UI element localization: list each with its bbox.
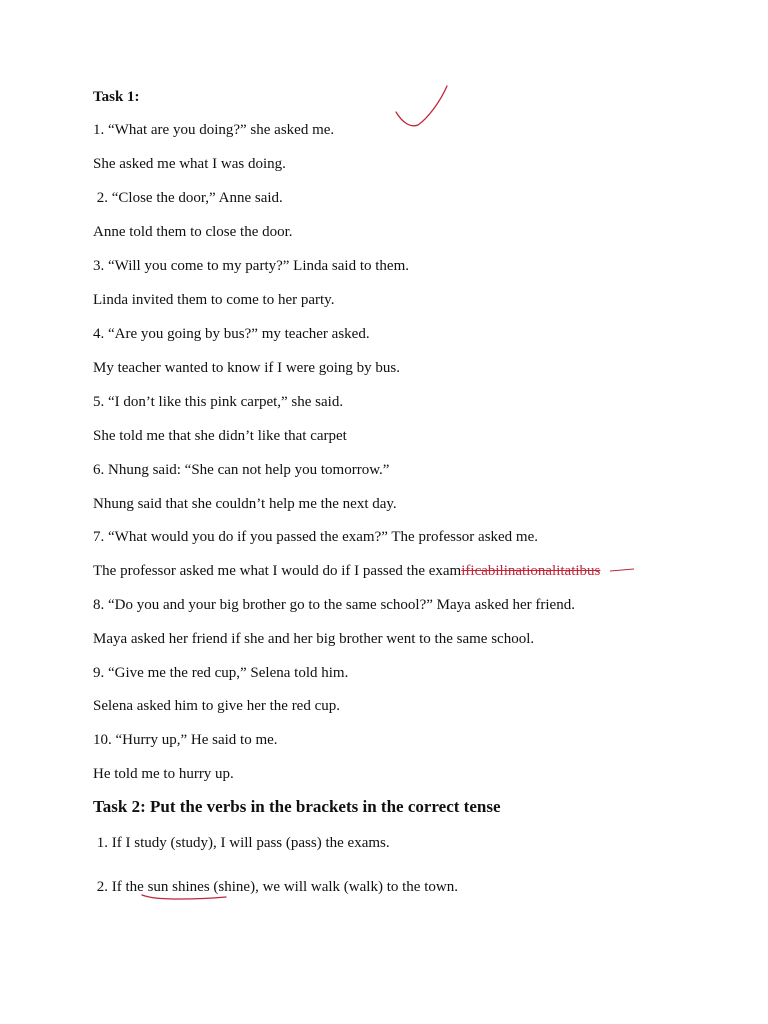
strike-extension-icon <box>610 566 636 574</box>
task1-line: 8. “Do you and your big brother go to the same school?” Maya asked her friend. <box>93 597 575 613</box>
underlined-text: sun shines <box>147 879 210 895</box>
item-text: (shine), we will walk (walk) to the town. <box>209 879 458 895</box>
task1-line: Linda invited them to come to her party. <box>93 292 335 308</box>
task2-title: Task 2: Put the verbs in the brackets in the correct tense <box>93 797 501 816</box>
task2-item: 1. If I study (study), I will pass (pass) the exams. <box>93 835 390 851</box>
task1-line: 6. Nhung said: “She can not help you tomorrow.” <box>93 462 390 478</box>
task2-item <box>93 878 458 896</box>
task1-line: 3. “Will you come to my party?” Linda said to them. <box>93 258 409 274</box>
task1-line: Nhung said that she couldn’t help me the next day. <box>93 496 397 512</box>
task1-line: 1. “What are you doing?” she asked me. <box>93 122 335 138</box>
task1-line: Anne told them to close the door. <box>93 224 293 240</box>
task1-line: Maya asked her friend if she and her big brother went to the same school. <box>93 631 535 647</box>
task1-line: 7. “What would you do if you passed the exam?” The professor asked me. <box>93 529 539 545</box>
item-text: 2. If the <box>93 879 148 895</box>
task1-line: 5. “I don’t like this pink carpet,” she said. <box>93 394 344 410</box>
task1-line: 4. “Are you going by bus?” my teacher asked. <box>93 326 370 342</box>
task1-title: Task 1: <box>93 89 140 105</box>
task1-line: He told me to hurry up. <box>93 766 234 782</box>
task1-line: 10. “Hurry up,” He said to me. <box>93 732 278 748</box>
task1-line: My teacher wanted to know if I were going by bus. <box>93 360 401 376</box>
struck-text: ificabilinationalitatibus <box>461 563 601 579</box>
task1-line: She asked me what I was doing. <box>93 156 286 172</box>
task1-line: Selena asked him to give her the red cup. <box>93 698 341 714</box>
task1-line7-answer <box>93 562 600 580</box>
task1-line: 2. “Close the door,” Anne said. <box>93 190 283 206</box>
task1-line: 9. “Give me the red cup,” Selena told him. <box>93 665 349 681</box>
check-mark-icon <box>390 82 454 132</box>
answer-text: The professor asked me what I would do if I passed the exam <box>93 563 462 579</box>
task1-line: She told me that she didn’t like that carpet <box>93 428 347 444</box>
